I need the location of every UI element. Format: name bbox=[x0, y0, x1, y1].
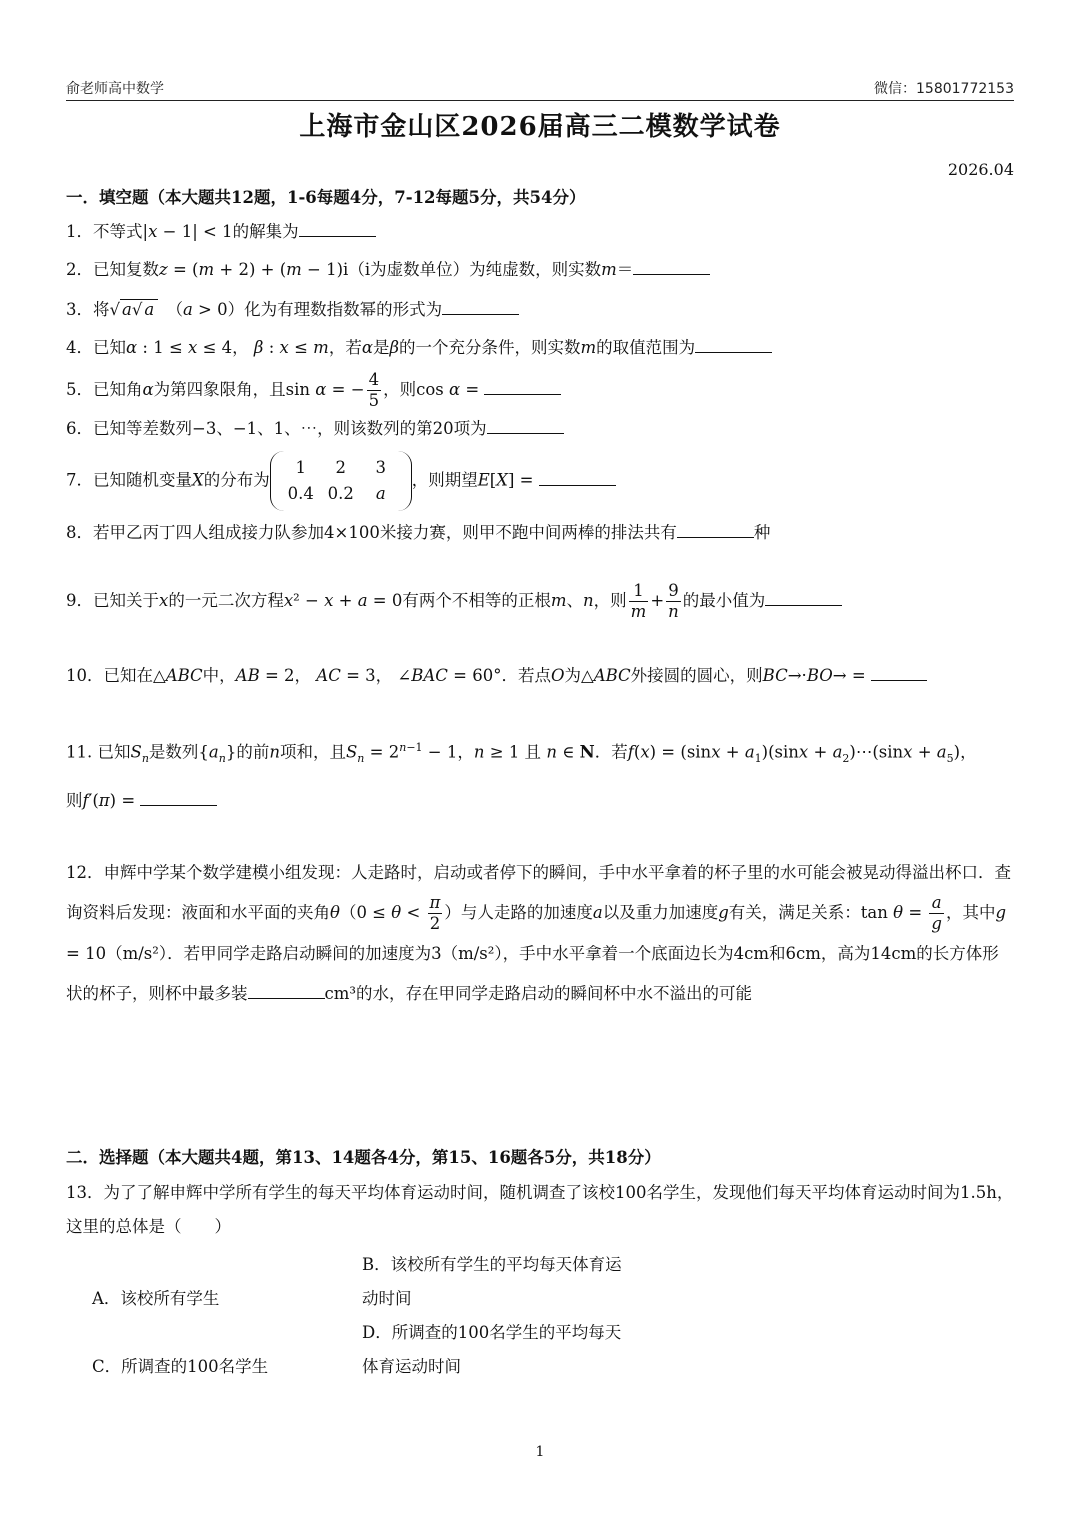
q4-text-a: 4．已知 bbox=[66, 338, 126, 357]
answer-blank[interactable] bbox=[140, 787, 217, 806]
q11-text-f: 则 bbox=[66, 790, 83, 810]
q4-text-d: 的一个充分条件，则实数 bbox=[399, 338, 581, 357]
question-12: 12．申辉中学某个数学建模小组发现：人走路时，启动或者停下的瞬间，手中水平拿着的杯子里的水可能会被晃动得溢出杯口．查询资料后发现：液面和水平面的夹角θ（0 ≤ θ < $\frac{\pi}{2}$ ）与人走路的加速度a以及重力加速度g有关，满足关系：tan θ = $\frac{a}{g}$ ，其中g = 10（m/s²）．若甲同学走路启动瞬间的加速度为3（m/s²），手中水平拿着一个底面边长为4cm和6cm，高为14cm的长方体形状的杯子，则杯中最多装 cm³的水，存在甲同学走路启动的瞬间杯中水不溢出的可能 bbox=[66, 862, 1011, 1003]
q2-text-a: 2．已知复数 bbox=[66, 260, 159, 279]
fraction: $\frac{1}{m}$ bbox=[630, 581, 647, 621]
question-13-options bbox=[92, 1248, 1014, 1384]
answer-blank[interactable] bbox=[248, 980, 325, 999]
page-number: 1 bbox=[535, 1444, 545, 1460]
q11-text-a: 11. 已知 bbox=[66, 742, 131, 762]
fraction: $\frac{\pi}{2}$ bbox=[429, 892, 441, 933]
answer-blank[interactable] bbox=[484, 376, 561, 395]
question-13: 13．为了了解申辉中学所有学生的每天平均体育运动时间，随机调查了该校100名学生，发现他们每天平均体育运动时间为1.5h，这里的总体是（ ） bbox=[66, 1182, 1014, 1236]
fraction: $\frac{9}{n}$ bbox=[668, 581, 679, 621]
q12-text-b: ）与人走路的加速度 bbox=[444, 902, 593, 922]
q8-text-b: 米接力赛，则甲不跑中间两棒的排法共有 bbox=[379, 523, 677, 542]
q10-text-b: 中， bbox=[202, 666, 236, 685]
q5-text-a: 5．已知角 bbox=[66, 380, 143, 399]
q12-text-d: 有关，满足关系： bbox=[728, 902, 861, 922]
q4-text-b: ，若 bbox=[328, 338, 362, 357]
q5-text-b: 为第四象限角，且 bbox=[153, 380, 286, 399]
q11-text-d: 项和，且 bbox=[279, 742, 346, 762]
q12-text-g: 的水，存在甲同学走路启动的瞬间杯中水不溢出的可能 bbox=[356, 983, 753, 1003]
fraction: $\frac{4}{5}$ bbox=[368, 370, 380, 410]
q10-text-d: 为△ bbox=[564, 666, 594, 685]
exam-date: 2026.04 bbox=[947, 160, 1014, 179]
question-3: 3．将√ a√ a （a > 0）化为有理数指数幂的形式为 bbox=[66, 296, 1014, 324]
exam-body bbox=[66, 184, 1014, 1384]
page-title: 上海市金山区2026届高三二模数学试卷 bbox=[299, 112, 781, 142]
q12-text-a: 12．申辉中学某个数学建模小组发现：人走路时，启动或者停下的瞬间，手中水平拿着的杯子里的水可能会被晃动得溢出杯口．查询资料后发现：液面和水平面的夹角 bbox=[66, 862, 1011, 922]
question-6: 6．已知等差数列−3、−1、1、⋯，则该数列的第20项为 bbox=[66, 415, 1014, 443]
question-7: 7．已知随机变量X的分布为 1 2 3 0.4 0.2 a ，则期望E[X] = bbox=[66, 451, 1014, 511]
q3-text-b: （ bbox=[174, 300, 183, 319]
fraction: $\frac{a}{g}$ bbox=[931, 892, 942, 933]
q9-text-e: 的最小值为 bbox=[682, 591, 766, 610]
q10-text-c: ．若点 bbox=[501, 666, 551, 685]
answer-blank[interactable] bbox=[633, 256, 710, 275]
question-11: 11. 已知$S_n$是数列$\{a_n\}$的前n项和，且$S_n = 2^{n-1} - 1$，n ≥ 1 且 n ∈ N．若$f(x) = (\sin x + a_1)(\sin x$ + $a_2)\cdots(\sin x + a_5)$， bbox=[66, 741, 977, 765]
question-10: 10．已知在△ABC中，AB = 2， AC = 3， ∠BAC = 60°．若点O为△ABC外接圆的圆心，则BC→·BO→ = bbox=[66, 662, 1014, 690]
answer-blank[interactable] bbox=[442, 296, 519, 315]
q8-text-a: 8．若甲乙丙丁四人组成接力队参加 bbox=[66, 523, 324, 542]
question-1: 1．不等式|x − 1| < 1的解集为 bbox=[66, 218, 1014, 246]
answer-blank[interactable] bbox=[765, 587, 842, 606]
answer-blank[interactable] bbox=[871, 662, 927, 681]
q7-text-a: 7．已知随机变量 bbox=[66, 470, 192, 490]
q3-text-c: ）化为有理数指数幂的形式为 bbox=[227, 300, 443, 319]
option-c[interactable]: C．所调查的100名学生 bbox=[92, 1356, 269, 1376]
question-8: 8．若甲乙丙丁四人组成接力队参加4×100米接力赛，则甲不跑中间两棒的排法共有 种 bbox=[66, 519, 1014, 547]
q11-text-c: 的前 bbox=[236, 742, 270, 762]
q11-text-e: ．若 bbox=[594, 742, 628, 762]
question-11-line-2: 则f′(π) = bbox=[66, 787, 1014, 815]
question-9: 9．已知关于x的一元二次方程x² − x + a = 0有两个不相等的正根m、n，则 $\frac{1}{m}$ + $\frac{9}{n}$ 的最小值为 bbox=[66, 581, 1014, 622]
answer-blank[interactable] bbox=[299, 218, 376, 237]
q9-text-b: 的一元二次方程 bbox=[168, 591, 284, 610]
q12-text-c: 以及重力加速度 bbox=[602, 902, 719, 922]
q1-text-a: 1．不等式 bbox=[66, 222, 143, 241]
answer-blank[interactable] bbox=[677, 519, 754, 538]
q6-text-a: 6．已知等差数列 bbox=[66, 419, 192, 438]
section-2-heading: 二．选择题（本大题共4题，第13、14题各4分，第15、16题各5分，共18分） bbox=[66, 1147, 661, 1167]
q10-text-e: 外接圆的圆心，则 bbox=[630, 666, 763, 685]
question-5: 5．已知角α为第四象限角，且sin α = − $\frac{4}{5}$ ，则cos α = bbox=[66, 370, 1014, 411]
header-rule bbox=[66, 100, 1014, 101]
q2-text-b: （i为虚数单位）为纯虚数，则实数 bbox=[348, 260, 602, 279]
q6-text-b: ，则该数列的第20项为 bbox=[317, 419, 487, 438]
header-right: 微信：15801772153 bbox=[874, 81, 1014, 97]
answer-blank[interactable] bbox=[695, 334, 772, 353]
option-d[interactable]: D．所调查的100名学生的平均每天体育运动时间 bbox=[362, 1322, 622, 1376]
q12-text-f: ．若甲同学走路启动瞬间的加速度为3（m/s²），手中水平拿着一个底面边长为4cm和6cm，高为14cm的长方体形状的杯子，则杯中最多装 bbox=[66, 943, 999, 1003]
q4-text-c: 是 bbox=[372, 338, 390, 357]
question-4: 4．已知α : 1 ≤ x ≤ 4， β : x ≤ m，若α是β的一个充分条件，则实数m的取值范围为 bbox=[66, 334, 1014, 362]
option-b[interactable]: B．该校所有学生的平均每天体育运动时间 bbox=[362, 1254, 622, 1308]
option-a[interactable]: A．该校所有学生 bbox=[92, 1288, 220, 1308]
q9-text-c: 有两个不相等的正根 bbox=[402, 591, 551, 610]
distribution-matrix: 1 2 3 0.4 0.2 a bbox=[270, 451, 412, 511]
q7-text-b: 的分布为 bbox=[203, 470, 270, 490]
q9-text-a: 9．已知关于 bbox=[66, 591, 159, 610]
q11-text-b: 是数列 bbox=[148, 742, 199, 762]
q9-text-d: ，则 bbox=[593, 591, 627, 610]
answer-blank[interactable] bbox=[487, 415, 564, 434]
page-header bbox=[66, 78, 1014, 100]
q10-text-a: 10．已知在△ bbox=[66, 666, 166, 685]
answer-blank[interactable] bbox=[539, 467, 616, 486]
q12-text-e: ，其中 bbox=[945, 902, 996, 922]
q5-text-c: ，则 bbox=[383, 380, 417, 399]
header-left: 俞老师高中数学 bbox=[66, 81, 164, 97]
q2-text-c: ＝ bbox=[616, 260, 634, 279]
q3-text-a: 3．将 bbox=[66, 300, 110, 319]
q1-text-b: 的解集为 bbox=[232, 222, 299, 241]
q7-text-c: ，则期望 bbox=[411, 470, 478, 490]
section-1-heading: 一．填空题（本大题共12题，1-6每题4分，7-12每题5分，共54分） bbox=[66, 188, 586, 207]
question-2: 2．已知复数z = (m + 2) + (m − 1)i（i为虚数单位）为纯虚数，则实数m＝ bbox=[66, 256, 1014, 284]
q4-text-e: 的取值范围为 bbox=[596, 338, 696, 357]
q8-text-c: 种 bbox=[753, 523, 771, 542]
